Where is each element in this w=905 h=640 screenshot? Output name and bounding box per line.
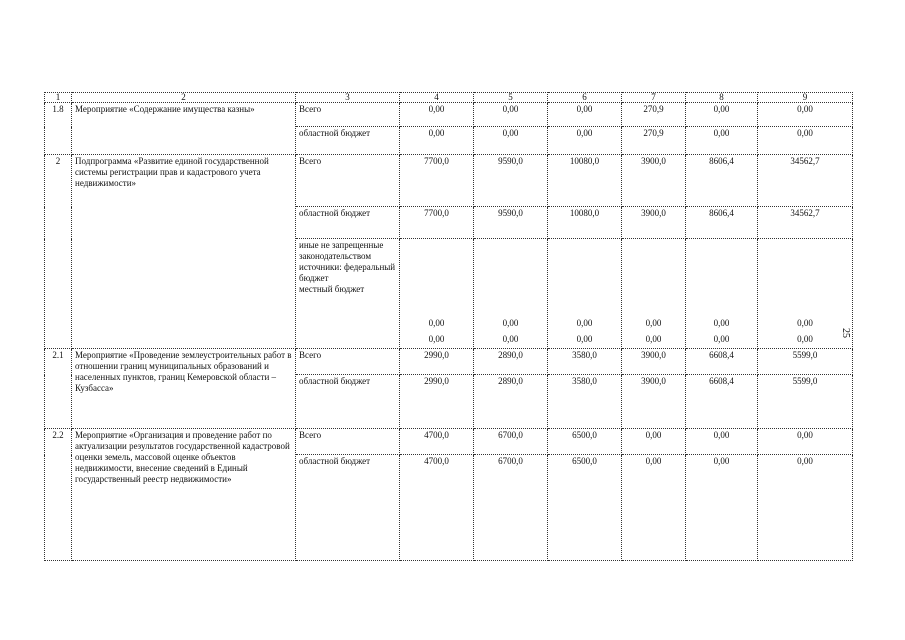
value-cell: 9590,0 — [474, 155, 548, 207]
value-cell — [548, 239, 622, 349]
budget-table — [44, 92, 853, 561]
funding-source: Всего — [296, 349, 400, 375]
header-cell: 4 — [400, 93, 474, 103]
value-cell: 4700,0 — [400, 455, 474, 561]
value-cell: 8606,4 — [686, 207, 758, 239]
value-cell: 0,00 — [400, 127, 474, 155]
value-cell: 2890,0 — [474, 375, 548, 429]
value-cell: 9590,0 — [474, 207, 548, 239]
value: 0,00 — [713, 334, 730, 344]
table-row — [45, 155, 853, 207]
value-cell — [686, 239, 758, 349]
value-cell: 3580,0 — [548, 349, 622, 375]
funding-source: областной бюджет — [296, 375, 400, 429]
table-row — [45, 349, 853, 375]
value-cell: 0,00 — [622, 429, 686, 455]
header-cell: 5 — [474, 93, 548, 103]
value-cell: 6700,0 — [474, 429, 548, 455]
row-index: 2.1 — [45, 349, 72, 429]
value-cell — [622, 239, 686, 349]
funding-source-label: местный бюджет — [299, 284, 365, 294]
value: 0,00 — [645, 334, 662, 344]
table-row — [45, 429, 853, 455]
funding-source — [296, 239, 400, 349]
value-cell: 3900,0 — [622, 155, 686, 207]
header-cell: 7 — [622, 93, 686, 103]
value-cell — [400, 239, 474, 349]
header-row — [45, 93, 853, 103]
row-name: Мероприятие «Организация и проведение работ по актуализации результатов государственной кадастровой оценки земель, массовой оценке объектов недвижимости, внесение сведений в Единый государственный реестр недвижимости» — [72, 429, 296, 561]
value-cell: 0,00 — [548, 127, 622, 155]
value-cell: 0,00 — [758, 429, 853, 455]
value: 0,00 — [713, 318, 730, 328]
value-cell: 6500,0 — [548, 429, 622, 455]
value-cell: 5599,0 — [758, 375, 853, 429]
page-number: 25 — [840, 328, 851, 338]
value-cell: 6700,0 — [474, 455, 548, 561]
value: 0,00 — [428, 334, 445, 344]
value: 0,00 — [576, 318, 593, 328]
header-cell: 6 — [548, 93, 622, 103]
value-cell: 3900,0 — [622, 375, 686, 429]
value-cell: 0,00 — [400, 103, 474, 127]
value: 0,00 — [502, 334, 519, 344]
value: 0,00 — [428, 318, 445, 328]
value-cell: 6500,0 — [548, 455, 622, 561]
table-row — [45, 103, 853, 127]
value-cell: 0,00 — [758, 127, 853, 155]
value-cell: 0,00 — [548, 103, 622, 127]
row-index: 2 — [45, 155, 72, 349]
value-cell: 8606,4 — [686, 155, 758, 207]
value-cell: 10080,0 — [548, 155, 622, 207]
value: 0,00 — [576, 334, 593, 344]
value-cell: 7700,0 — [400, 155, 474, 207]
value-cell — [758, 239, 853, 349]
value-cell: 34562,7 — [758, 207, 853, 239]
value-cell: 3900,0 — [622, 207, 686, 239]
value-cell: 0,00 — [474, 127, 548, 155]
value-cell: 270,9 — [622, 103, 686, 127]
value-cell: 0,00 — [686, 103, 758, 127]
header-cell: 3 — [296, 93, 400, 103]
value-cell: 5599,0 — [758, 349, 853, 375]
value-cell: 2890,0 — [474, 349, 548, 375]
row-index: 2.2 — [45, 429, 72, 561]
value-cell: 0,00 — [686, 127, 758, 155]
value-cell: 0,00 — [474, 103, 548, 127]
funding-source-label: иные не запрещенные законодательством источники: федеральный бюджет — [299, 240, 396, 283]
row-name: Мероприятие «Содержание имущества казны» — [72, 103, 296, 155]
row-index: 1.8 — [45, 103, 72, 155]
value-cell: 3900,0 — [622, 349, 686, 375]
value-cell: 7700,0 — [400, 207, 474, 239]
value-cell: 2990,0 — [400, 375, 474, 429]
funding-source: Всего — [296, 155, 400, 207]
value: 0,00 — [797, 318, 813, 328]
value-cell: 3580,0 — [548, 375, 622, 429]
header-cell: 8 — [686, 93, 758, 103]
row-name: Мероприятие «Проведение землеустроительных работ в отношении границ муниципальных образований и населенных пунктов, границ Кемеровской области – Кузбасса» — [72, 349, 296, 429]
value-cell: 6608,4 — [686, 375, 758, 429]
value-cell: 0,00 — [622, 455, 686, 561]
funding-source: Всего — [296, 103, 400, 127]
value-cell: 0,00 — [758, 103, 853, 127]
value-cell: 270,9 — [622, 127, 686, 155]
value-cell — [474, 239, 548, 349]
value-cell: 0,00 — [686, 429, 758, 455]
funding-source: областной бюджет — [296, 207, 400, 239]
row-name: Подпрограмма «Развитие единой государственной системы регистрации прав и кадастрового учета недвижимости» — [72, 155, 296, 349]
value-cell: 0,00 — [758, 455, 853, 561]
value: 0,00 — [502, 318, 519, 328]
funding-source: Всего — [296, 429, 400, 455]
value: 0,00 — [645, 318, 662, 328]
value-cell: 34562,7 — [758, 155, 853, 207]
header-cell: 1 — [45, 93, 72, 103]
value-cell: 4700,0 — [400, 429, 474, 455]
header-cell: 9 — [758, 93, 853, 103]
funding-source: областной бюджет — [296, 127, 400, 155]
value: 0,00 — [797, 334, 813, 344]
header-cell: 2 — [72, 93, 296, 103]
value-cell: 0,00 — [686, 455, 758, 561]
value-cell: 10080,0 — [548, 207, 622, 239]
funding-source: областной бюджет — [296, 455, 400, 561]
value-cell: 6608,4 — [686, 349, 758, 375]
value-cell: 2990,0 — [400, 349, 474, 375]
